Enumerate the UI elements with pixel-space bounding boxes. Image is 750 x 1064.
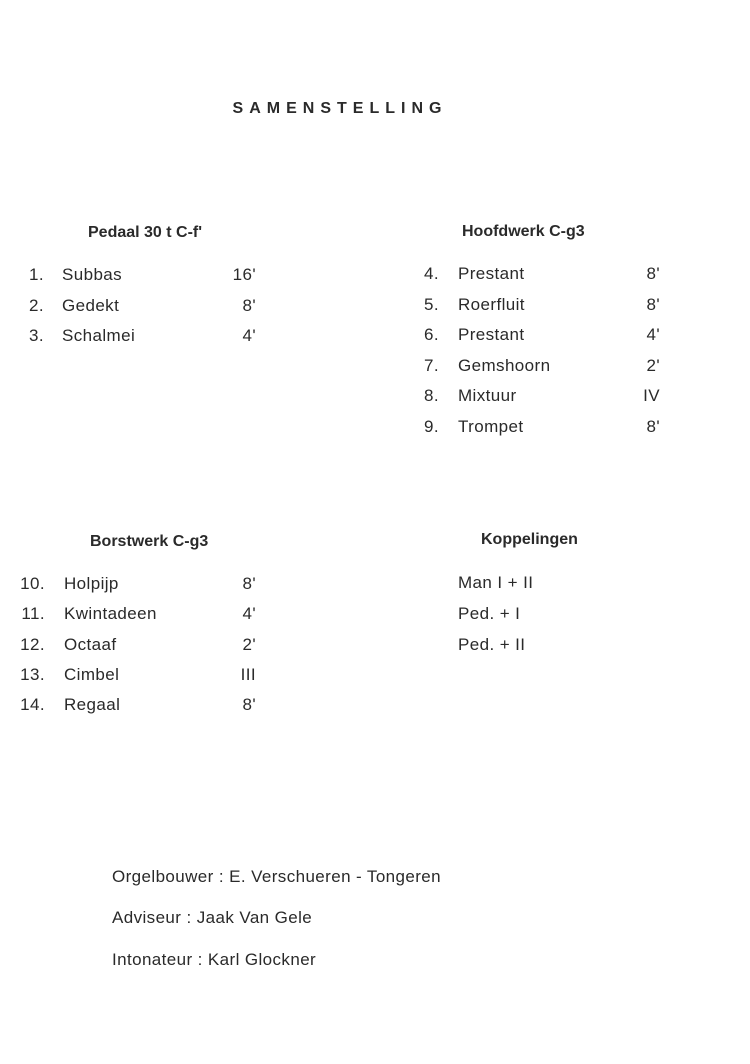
stop-number: 11. [21,604,45,624]
stop-number: 1. [29,265,44,284]
stop-name: Prestant [458,325,525,344]
koppeling-item: Ped. + I [458,604,521,623]
stop-name: Holpijp [64,574,119,593]
stop-number: 6. [424,325,439,344]
stop-size: IV [643,386,660,405]
stop-name: Cimbel [64,664,120,684]
stop-number: 10. [20,574,45,593]
stop-name: Trompet [458,416,524,436]
stop-size: 8' [242,695,256,715]
stop-size: 8' [646,294,660,314]
stop-name: Octaaf [64,634,117,654]
stop-name: Regaal [64,695,121,715]
stop-name: Subbas [62,265,123,284]
credit-orgelbouwer: Orgelbouwer : E. Verschueren - Tongeren [112,867,442,886]
stop-size: 8' [242,295,256,315]
stop-size: 4' [242,604,256,624]
stop-number: 5. [424,294,439,314]
credit-adviseur: Adviseur : Jaak Van Gele [112,908,313,927]
pedaal-heading: Pedaal 30 t C-f' [88,224,203,241]
hoofdwerk-heading: Hoofdwerk C-g3 [462,223,585,240]
stop-size: 2' [646,355,660,375]
stop-size: 16' [232,265,256,284]
stop-name: Prestant [458,264,525,283]
stop-size: 8' [646,416,660,436]
stop-size: 4' [242,326,256,345]
stop-number: 3. [29,326,44,345]
stop-number: 13. [20,664,45,684]
stop-number: 2. [29,295,44,315]
koppelingen-heading: Koppelingen [481,531,578,548]
stop-name: Mixtuur [458,386,517,405]
stop-size: III [240,664,256,684]
stop-number: 9. [424,416,439,436]
borstwerk-heading: Borstwerk C-g3 [90,533,209,550]
stop-number: 7. [424,355,439,375]
stop-number: 8. [424,386,439,405]
stop-name: Gedekt [62,295,120,315]
koppeling-item: Man I + II [458,573,534,592]
stop-number: 12. [20,634,45,654]
stop-size: 8' [242,574,256,593]
stop-size: 8' [646,264,660,283]
stop-name: Kwintadeen [64,604,157,624]
stop-number: 4. [424,264,439,283]
stop-number: 14. [20,695,45,715]
credit-intonateur: Intonateur : Karl Glockner [112,950,317,969]
stop-name: Roerfluit [458,294,525,314]
koppeling-item: Ped. + II [458,635,526,654]
stop-name: Gemshoorn [458,355,551,375]
stop-name: Schalmei [62,326,136,345]
stop-size: 4' [646,325,660,344]
page-title: SAMENSTELLING [232,100,448,117]
stop-size: 2' [242,634,256,654]
